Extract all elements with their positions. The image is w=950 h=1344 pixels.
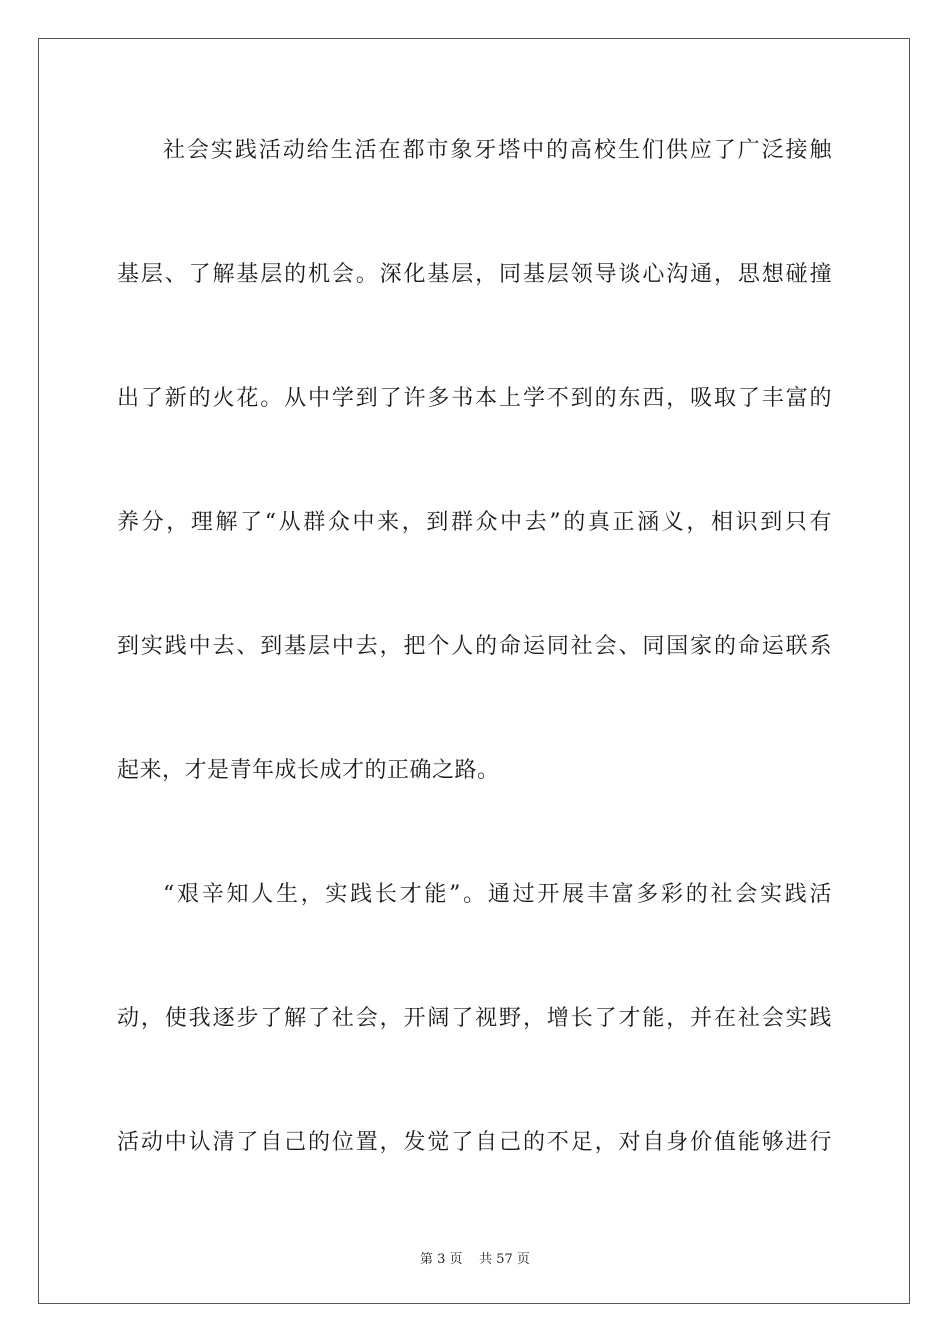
paragraph-1-line-4: 养分，理解了“从群众中来，到群众中去”的真正涵义，相识到只有 (117, 510, 832, 535)
paragraph-2-line-3: 活动中认清了自己的位置，发觉了自己的不足，对自身价值能够进行 (117, 1130, 832, 1155)
page-border (38, 38, 910, 1304)
total-pages: 共 57 页 (479, 1252, 530, 1267)
paragraph-1-line-6: 起来，才是青年成长成才的正确之路。 (117, 758, 500, 783)
paragraph-1-line-1: 社会实践活动给生活在都市象牙塔中的高校生们供应了广泛接触 (163, 138, 832, 163)
paragraph-2-line-1: “艰辛知人生，实践长才能”。通过开展丰富多彩的社会实践活 (163, 882, 832, 907)
page-number: 第 3 页 (420, 1252, 463, 1267)
paragraph-1-line-5: 到实践中去、到基层中去，把个人的命运同社会、同国家的命运联系 (117, 634, 832, 659)
paragraph-2-line-2: 动，使我逐步了解了社会，开阔了视野，增长了才能，并在社会实践 (117, 1006, 832, 1031)
page-footer (0, 1248, 950, 1267)
paragraph-1-line-2: 基层、了解基层的机会。深化基层，同基层领导谈心沟通，思想碰撞 (117, 262, 832, 287)
paragraph-1-line-3: 出了新的火花。从中学到了许多书本上学不到的东西，吸取了丰富的 (117, 386, 832, 411)
